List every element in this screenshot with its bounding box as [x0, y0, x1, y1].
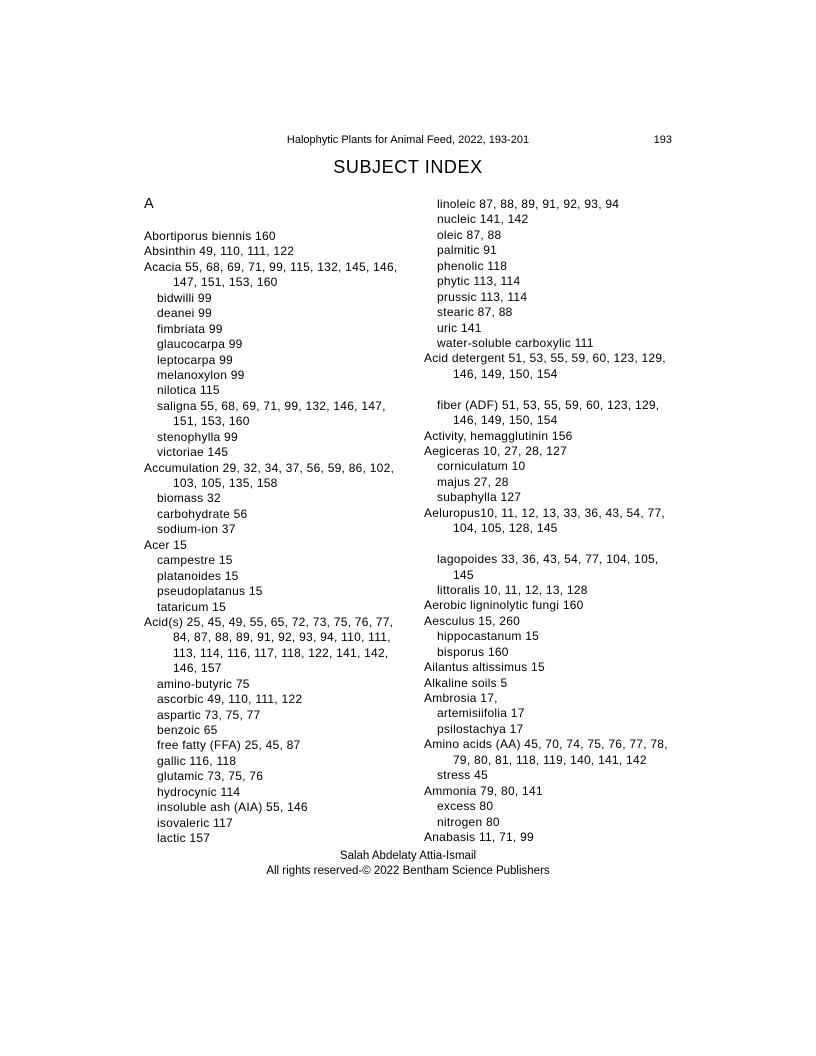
index-line: saligna 55, 68, 69, 71, 99, 132, 146, 147,: [157, 398, 386, 413]
index-line: gallic 116, 118: [157, 753, 237, 768]
index-line: lagopoides 33, 36, 43, 54, 77, 104, 105,: [437, 552, 659, 567]
index-line: artemisiifolia 17: [437, 706, 525, 721]
index-line: 84, 87, 88, 89, 91, 92, 93, 94, 110, 111,: [173, 630, 391, 645]
index-line: Aegiceras 10, 27, 28, 127: [424, 444, 568, 458]
index-line: carbohydrate 56: [157, 506, 248, 521]
index-line: 104, 105, 128, 145: [453, 521, 558, 536]
index-line: Acacia 55, 68, 69, 71, 99, 115, 132, 145, 146,: [144, 259, 398, 274]
index-line: isovaleric 117: [157, 815, 233, 830]
index-line: Aerobic ligninolytic fungi 160: [424, 598, 584, 613]
section-letter-heading: A: [144, 196, 154, 212]
index-line: 145: [453, 567, 474, 582]
index-line: Abortiporus biennis 160: [144, 229, 276, 243]
running-title: Halophytic Plants for Animal Feed, 2022, 193-201: [286, 134, 530, 146]
index-line: campestre 15: [157, 553, 233, 568]
index-line: [424, 382, 710, 397]
index-line: hippocastanum 15: [437, 629, 540, 644]
index-line: linoleic 87, 88, 89, 91, 92, 93, 94: [437, 197, 620, 211]
index-line: Ailantus altissimus 15: [424, 660, 545, 675]
index-line: insoluble ash (AIA) 55, 146: [157, 800, 308, 815]
index-column-right: [424, 197, 710, 845]
page-number: 193: [653, 134, 672, 146]
index-line: nilotica 115: [157, 383, 220, 398]
index-line: Alkaline soils 5: [424, 675, 508, 690]
index-line: Aesculus 15, 260: [424, 613, 521, 628]
index-line: 146, 157: [173, 661, 222, 676]
index-line: Anabasis 11, 71, 99: [424, 829, 534, 844]
index-line: water-soluble carboxylic 111: [437, 335, 594, 350]
page-footer: [0, 849, 816, 878]
index-line: melanoxylon 99: [157, 367, 245, 382]
index-line: Acer 15: [144, 537, 188, 552]
index-line: littoralis 10, 11, 12, 13, 128: [437, 582, 588, 597]
index-line: prussic 113, 114: [437, 289, 528, 304]
index-line: corniculatum 10: [437, 459, 526, 474]
index-line: glutamic 73, 75, 76: [157, 769, 264, 784]
index-line: victoriae 145: [157, 445, 229, 460]
index-line: free fatty (FFA) 25, 45, 87: [157, 738, 301, 753]
index-line: psilostachya 17: [437, 721, 524, 736]
index-line: Ammonia 79, 80, 141: [424, 783, 543, 798]
index-line: nucleic 141, 142: [437, 212, 529, 227]
index-line: pseudoplatanus 15: [157, 584, 263, 599]
index-line: 147, 151, 153, 160: [173, 275, 278, 290]
page-header: [144, 133, 672, 148]
index-line: fiber (ADF) 51, 53, 55, 59, 60, 123, 129,: [437, 397, 660, 412]
footer-author: Salah Abdelaty Attia-Ismail: [339, 850, 477, 862]
index-line: stearic 87, 88: [437, 305, 513, 320]
index-line: bisporus 160: [437, 644, 509, 659]
index-line: ascorbic 49, 110, 111, 122: [157, 692, 303, 707]
index-line: oleic 87, 88: [437, 227, 502, 242]
index-line: 151, 153, 160: [173, 414, 250, 429]
index-line: Accumulation 29, 32, 34, 37, 56, 59, 86, 102,: [144, 460, 395, 475]
index-line: palmitic 91: [437, 243, 498, 258]
index-line: benzoic 65: [157, 723, 218, 737]
index-line: uric 141: [437, 320, 482, 335]
index-line: 146, 149, 150, 154: [453, 366, 558, 381]
index-line: leptocarpa 99: [157, 352, 233, 367]
index-line: Amino acids (AA) 45, 70, 74, 75, 76, 77, 78,: [424, 737, 668, 752]
index-line: Absinthin 49, 110, 111, 122: [144, 244, 295, 259]
index-line: amino-butyric 75: [157, 676, 250, 691]
index-line: Ambrosia 17,: [424, 691, 498, 705]
index-line: aspartic 73, 75, 77: [157, 707, 261, 722]
index-line: phenolic 118: [437, 258, 508, 273]
index-line: sodium-ion 37: [157, 522, 236, 537]
index-column-left: [144, 229, 430, 847]
index-line: 113, 114, 116, 117, 118, 122, 141, 142,: [173, 645, 389, 660]
index-line: hydrocynic 114: [157, 784, 241, 799]
index-line: subaphylla 127: [437, 490, 522, 505]
index-line: glaucocarpa 99: [157, 337, 243, 352]
index-line: Acid(s) 25, 45, 49, 55, 65, 72, 73, 75, 76, 77,: [144, 614, 394, 629]
index-line: 103, 105, 135, 158: [173, 476, 278, 490]
index-line: Aeluropus10, 11, 12, 13, 33, 36, 43, 54, 77,: [424, 505, 665, 520]
index-line: 146, 149, 150, 154: [453, 413, 558, 428]
index-line: stenophylla 99: [157, 429, 238, 444]
index-line: stress 45: [437, 768, 488, 783]
footer-copyright: All rights reserved-© 2022 Bentham Science Publishers: [266, 864, 550, 877]
index-line: phytic 113, 114: [437, 274, 521, 289]
index-line: Acid detergent 51, 53, 55, 59, 60, 123, 129,: [424, 351, 666, 366]
index-line: 79, 80, 81, 118, 119, 140, 141, 142: [453, 752, 647, 767]
page-title: SUBJECT INDEX: [333, 157, 483, 177]
index-line: biomass 32: [157, 491, 221, 506]
index-line: tataricum 15: [157, 599, 227, 614]
index-line: lactic 157: [157, 831, 211, 846]
index-line: nitrogen 80: [437, 814, 500, 829]
index-line: Activity, hemagglutinin 156: [424, 428, 573, 443]
index-line: majus 27, 28: [437, 474, 509, 489]
index-line: [424, 537, 710, 552]
index-line: excess 80: [437, 799, 494, 814]
index-line: platanoides 15: [157, 568, 239, 583]
index-line: fimbriata 99: [157, 321, 223, 336]
index-line: bidwilli 99: [157, 290, 212, 305]
index-line: deanei 99: [157, 306, 212, 321]
